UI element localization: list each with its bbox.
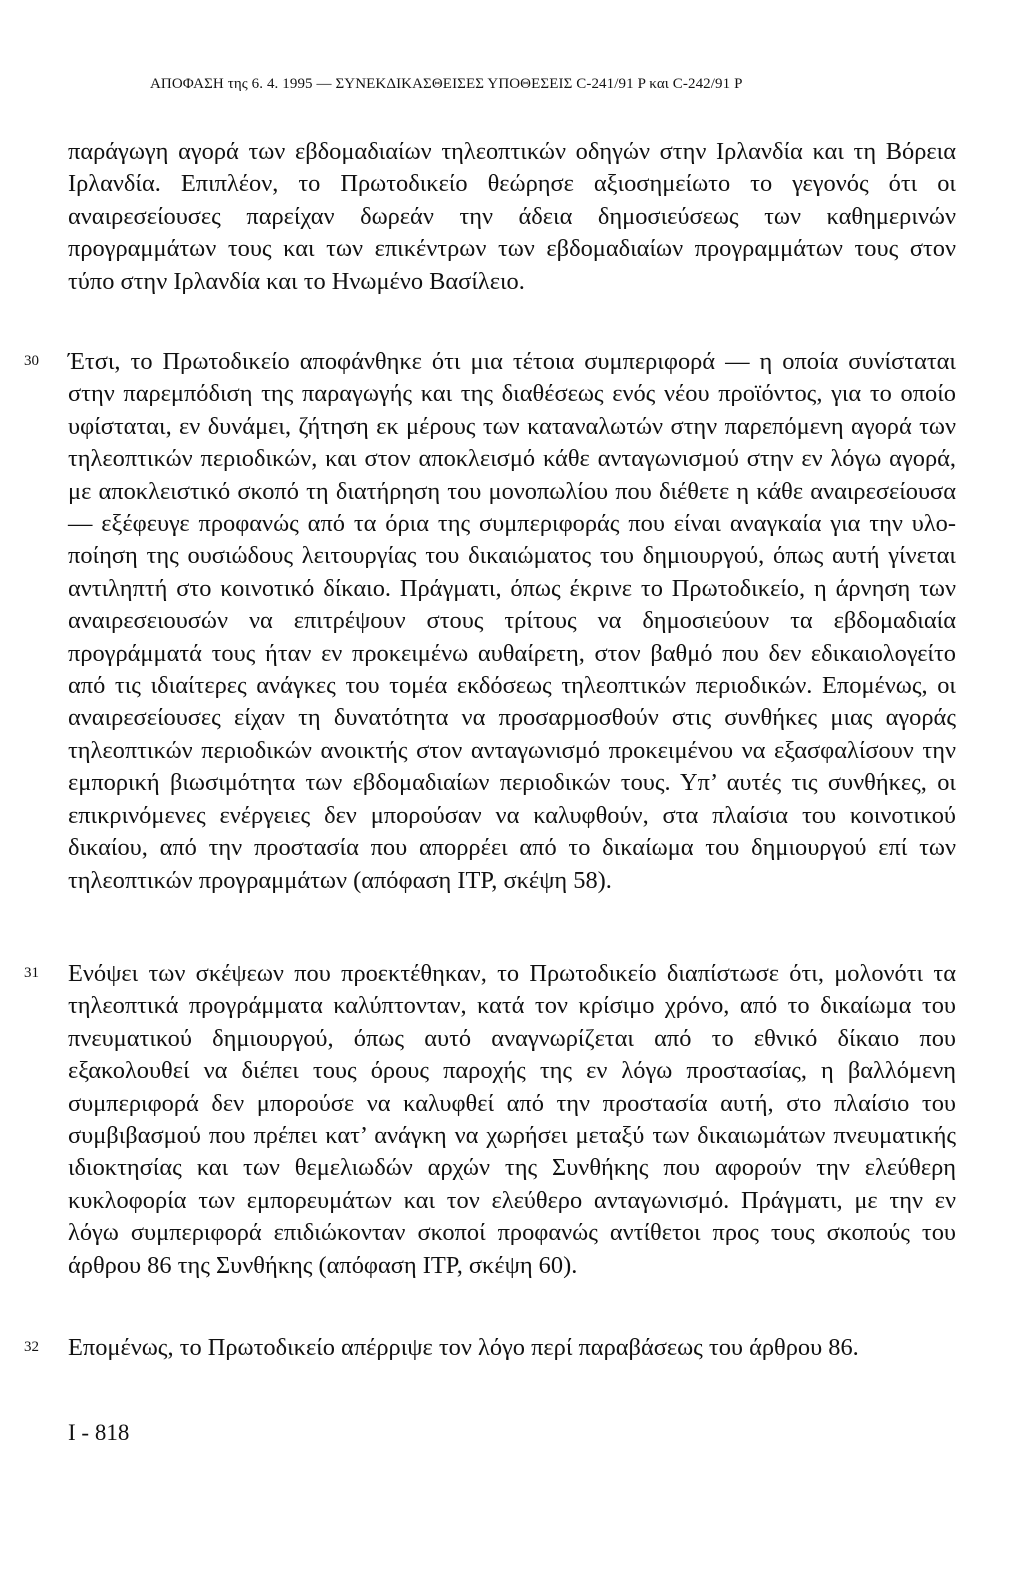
paragraph-number: 32 xyxy=(24,1339,39,1355)
paragraph-text: Ενόψει των σκέψεων που προεκτέθηκαν, το Πρωτοδικείο διαπίστωσε ότι, μολονότι τα τηλεοπτικά προγράμματα καλύπτονταν, κατά τον κρίσιμο χρόνο, από το δικαίωμα του πνευματικού δημιουργού, όπως αυτό αναγνωρίζεται από το εθνικό δίκαιο που εξακολουθεί να διέπει τους όρους παροχής της εν λόγω προστασίας, η βαλλόμενη συμπεριφορά δεν μπορούσε να καλυφθεί από την προστασία αυτή, στο πλαίσιο του συμβιβασμού που πρέπει κατ’ ανάγκη να χωρήσει μεταξύ των δικαιωμάτων πνευματικής ιδιοκτησίας και των θεμελιωδών αρχών της Συνθήκης που αφορούν την ελεύθερη κυκλοφορία των εμπορευμάτων και τον ελεύθερο ανταγωνισμό. Πράγματι, με την εν λόγω συμπεριφορά επιδιώκονταν σκοποί προφανώς αντίθετοι προς τους σκοπούς του άρθρου 86 της Συνθήκης (απόφαση ΙΤΡ, σκέψη 60). xyxy=(68,960,956,1279)
paragraph-text: Έτσι, το Πρωτοδικείο αποφάνθηκε ότι μια τέτοια συμπεριφορά — η οποία συνίσταται στην παρεμπόδιση της παραγωγής και της διαθέσεως ενός νέου προϊόντος, για το οποίο υφίσταται, εν δυνάμει, ζήτηση εκ μέρους των καταναλωτών στην παρεπόμενη αγορά των τηλεοπτικών περιοδικών, και στον αποκλεισμό κάθε ανταγωνισμού στην εν λόγω αγορά, με αποκλειστικό σκοπό τη διατήρηση του μονοπωλίου που διέθετε η κάθε αναιρεσείουσα — εξέφευγε προφανώς από τα όρια της συμπεριφοράς που είναι αναγκαία για την υλοποίηση της ουσιώδους λειτουργίας του δικαιώματος του δημιουργού, όπως αυτή γίνεται αντιληπτή στο κοινοτικό δίκαιο. Πράγματι, όπως έκρινε το Πρωτοδικείο, η άρνηση των αναιρεσειουσών να επιτρέψουν στους τρίτους να δημοσιεύουν τα εβδομαδιαία προγράμματά τους ήταν εν προκειμένω αυθαίρετη, στον βαθμό που δεν εδικαιολογείτο από τις ιδιαίτερες ανάγκες του τομέα εκδόσεως τηλεοπτικών περιοδικών. Επομένως, οι αναιρεσείουσες είχαν τη δυνατότητα να προσαρμοσθούν στις συνθήκες μιας αγοράς τηλεοπτικών περιοδικών ανοικτής στον ανταγωνισμό προκειμένου να εξασφαλίσουν την εμπορική βιωσιμότητα των εβδομαδιαίων περιοδικών τους. Υπ’ αυτές τις συνθήκες, οι επικρινόμενες ενέργειες δεν μπορούσαν να καλυφθούν, στα πλαίσια του κοινοτικού δικαίου, από την προστασία που απορρέει από το δικαίωμα του δημιουργού επί των τηλεοπτικών προγραμμάτων (απόφαση ΙΤΡ, σκέψη 58). xyxy=(68,348,956,894)
paragraph-number: 30 xyxy=(24,353,39,369)
paragraph-32 xyxy=(24,1332,956,1364)
running-header: ΑΠΟΦΑΣΗ της 6. 4. 1995 — ΣΥΝΕΚΔΙΚΑΣΘΕΙΣΕΣ ΥΠΟΘΕΣΕΙΣ C-241/91 P και C-242/91 P xyxy=(150,76,743,92)
paragraph-text: Επομένως, το Πρωτοδικείο απέρριψε τον λόγο περί παραβάσεως του άρθρου 86. xyxy=(68,1334,859,1361)
intro-text: παράγωγη αγορά των εβδομαδιαίων τηλεοπτικών οδηγών στην Ιρλανδία και τη Βόρεια Ιρλανδία. Επιπλέον, το Πρωτοδικείο θεώρησε αξιοσημείωτο το γεγονός ότι οι αναιρεσείουσες παρείχαν δωρεάν την άδεια δημοσιεύσεως των καθημερινών προγραμμάτων τους και των επικέντρων των εβδομαδιαίων προγραμμάτων τους στον τύπο στην Ιρλανδία και το Ηνωμένο Βασίλειο. xyxy=(68,138,956,295)
paragraph-31 xyxy=(24,958,956,1282)
intro-paragraph xyxy=(68,136,956,298)
paragraph-number: 31 xyxy=(24,965,39,981)
paragraph-30 xyxy=(24,346,956,897)
page-number: I - 818 xyxy=(68,1420,130,1445)
